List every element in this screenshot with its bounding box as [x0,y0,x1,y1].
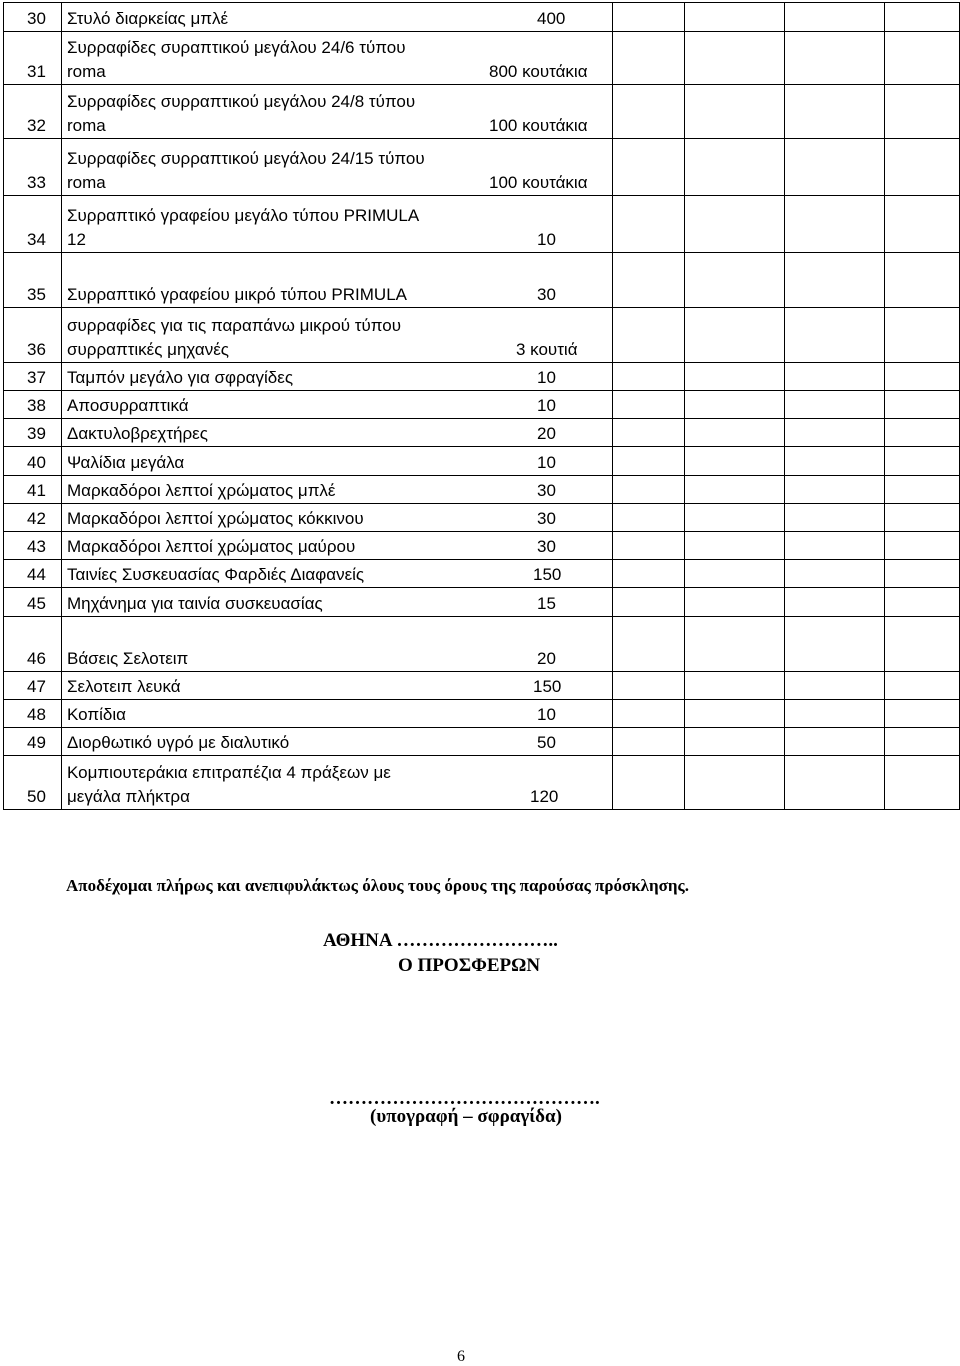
empty-cell [885,363,960,391]
item-quantity: 150 [533,565,562,584]
item-number: 44 [4,560,62,588]
empty-cell [613,447,685,476]
item-quantity: 10 [537,230,556,249]
empty-cell [785,476,885,504]
item-number: 45 [4,588,62,617]
item-description-line: Αποσυρραπτικά [67,396,189,415]
item-number: 42 [4,504,62,532]
item-description-cell [62,560,613,588]
empty-cell [613,756,685,810]
item-description-line: Συρραφίδες συραπτικού μεγάλου 24/6 τύπου [67,38,406,57]
item-quantity: 20 [537,424,556,443]
empty-cell [685,672,785,700]
table-row [4,32,960,85]
table-row [4,756,960,810]
item-number: 32 [4,85,62,139]
item-description-line: Ταινίες Συσκευασίας Φαρδιές Διαφανείς [67,565,365,584]
empty-cell [785,253,885,308]
empty-cell [685,391,785,419]
item-description-line: Συρραπτικό γραφείου μικρό τύπου PRIMULA [67,285,407,304]
empty-cell [885,560,960,588]
item-description-cell [62,139,613,196]
item-description-line: Διορθωτικό υγρό με διαλυτικό [67,733,290,752]
table-row [4,728,960,756]
item-quantity: 800 κουτάκια [489,62,588,81]
item-description-line: Ψαλίδια μεγάλα [67,453,185,472]
item-description-cell [62,363,613,391]
item-description-cell [62,85,613,139]
item-number: 37 [4,363,62,391]
item-description-line: Μαρκαδόροι λεπτοί χρώματος μπλέ [67,481,336,500]
bidder-label: Ο ΠΡΟΣΦΕΡΩΝ [398,955,541,976]
item-description-cell [62,728,613,756]
item-description-line: roma [67,116,106,135]
empty-cell [613,504,685,532]
empty-cell [785,308,885,363]
table-row [4,476,960,504]
empty-cell [885,532,960,560]
empty-cell [785,363,885,391]
item-quantity: 10 [537,705,556,724]
items-table [3,2,960,810]
empty-cell [685,700,785,728]
empty-cell [685,32,785,85]
table-row [4,447,960,476]
item-description-line: Μηχάνημα για ταινία συσκευασίας [67,594,323,613]
item-quantity: 15 [537,594,556,613]
empty-cell [613,85,685,139]
empty-cell [785,32,885,85]
item-number: 33 [4,139,62,196]
empty-cell [785,3,885,32]
empty-cell [613,560,685,588]
table-row [4,3,960,32]
empty-cell [613,617,685,672]
item-number: 34 [4,196,62,253]
empty-cell [685,85,785,139]
empty-cell [785,700,885,728]
table-row [4,617,960,672]
empty-cell [785,447,885,476]
item-quantity: 100 κουτάκια [489,173,588,192]
empty-cell [885,308,960,363]
empty-cell [885,419,960,447]
empty-cell [785,504,885,532]
empty-cell [785,617,885,672]
item-number: 36 [4,308,62,363]
empty-cell [785,756,885,810]
page-number: 6 [457,1348,465,1365]
item-number: 31 [4,32,62,85]
empty-cell [613,3,685,32]
empty-cell [885,504,960,532]
empty-cell [885,139,960,196]
empty-cell [613,391,685,419]
table-row [4,419,960,447]
empty-cell [685,253,785,308]
empty-cell [613,308,685,363]
empty-cell [685,3,785,32]
item-number: 49 [4,728,62,756]
item-quantity: 3 κουτιά [516,340,578,359]
item-quantity: 10 [537,396,556,415]
table-row [4,504,960,532]
empty-cell [685,363,785,391]
item-description-cell [62,588,613,617]
empty-cell [885,728,960,756]
item-description-line: roma [67,62,106,81]
table-row [4,672,960,700]
empty-cell [685,728,785,756]
empty-cell [885,672,960,700]
item-description-line: Δακτυλοβρεχτήρες [67,424,208,443]
item-description-line: Συρραφίδες συρραπτικού μεγάλου 24/8 τύπου [67,92,416,111]
empty-cell [785,139,885,196]
item-description-line: Ταμπόν μεγάλο για σφραγίδες [67,368,294,387]
item-description-cell [62,504,613,532]
item-number: 41 [4,476,62,504]
item-description-cell [62,672,613,700]
empty-cell [685,139,785,196]
item-quantity: 30 [537,537,556,556]
item-description-line: roma [67,173,106,192]
item-quantity: 120 [530,787,559,806]
empty-cell [785,728,885,756]
empty-cell [613,253,685,308]
item-description-cell [62,532,613,560]
empty-cell [613,672,685,700]
item-description-cell [62,308,613,363]
item-description-line: 12 [67,230,86,249]
empty-cell [785,419,885,447]
item-quantity: 10 [537,453,556,472]
signature-caption: (υπογραφή – σφραγίδα) [370,1106,562,1127]
empty-cell [785,560,885,588]
empty-cell [613,700,685,728]
item-description-cell [62,419,613,447]
item-description-line: Μαρκαδόροι λεπτοί χρώματος κόκκινου [67,509,364,528]
empty-cell [785,85,885,139]
table-row [4,391,960,419]
empty-cell [685,617,785,672]
table-row [4,308,960,363]
empty-cell [613,728,685,756]
empty-cell [613,32,685,85]
item-quantity: 150 [533,677,562,696]
empty-cell [613,363,685,391]
item-description-line: Στυλό διαρκείας μπλέ [67,9,229,28]
item-quantity: 100 κουτάκια [489,116,588,135]
signature-line: ……………………………………. [329,1088,600,1109]
table-row [4,588,960,617]
item-quantity: 10 [537,368,556,387]
place-line: ΑΘΗΝΑ …………………….. [323,930,558,951]
item-description-cell [62,253,613,308]
empty-cell [885,476,960,504]
item-description-line: Κοπίδια [67,705,126,724]
item-description-line: Συρραφίδες συρραπτικού μεγάλου 24/15 τύπου [67,149,425,168]
empty-cell [685,504,785,532]
empty-cell [885,196,960,253]
acceptance-statement: Αποδέχομαι πλήρως και ανεπιφυλάκτως όλους τους όρους της παρούσας πρόσκλησης. [66,876,689,895]
item-description-cell [62,196,613,253]
item-description-cell [62,476,613,504]
item-description-line: Μαρκαδόροι λεπτοί χρώματος μαύρου [67,537,356,556]
item-number: 47 [4,672,62,700]
item-quantity: 50 [537,733,556,752]
empty-cell [885,447,960,476]
empty-cell [685,532,785,560]
table-row [4,363,960,391]
empty-cell [685,447,785,476]
empty-cell [885,756,960,810]
item-quantity: 20 [537,649,556,668]
empty-cell [785,532,885,560]
item-number: 30 [4,3,62,32]
empty-cell [685,560,785,588]
empty-cell [613,196,685,253]
empty-cell [885,3,960,32]
empty-cell [613,588,685,617]
item-number: 48 [4,700,62,728]
item-description-line: μεγάλα πλήκτρα [67,787,190,806]
item-description-line: συρραφίδες για τις παραπάνω μικρού τύπου [67,316,402,335]
item-description-cell [62,617,613,672]
empty-cell [685,196,785,253]
empty-cell [785,588,885,617]
empty-cell [885,588,960,617]
empty-cell [785,391,885,419]
empty-cell [685,588,785,617]
item-quantity: 30 [537,285,556,304]
item-number: 40 [4,447,62,476]
empty-cell [613,476,685,504]
item-quantity: 30 [537,509,556,528]
table-row [4,139,960,196]
empty-cell [685,308,785,363]
item-description-cell [62,756,613,810]
item-description-cell [62,700,613,728]
item-quantity: 30 [537,481,556,500]
empty-cell [885,700,960,728]
table-row [4,85,960,139]
empty-cell [685,419,785,447]
empty-cell [613,419,685,447]
empty-cell [785,196,885,253]
empty-cell [613,139,685,196]
item-number: 39 [4,419,62,447]
empty-cell [685,476,785,504]
item-number: 46 [4,617,62,672]
item-description-line: Συρραπτικό γραφείου μεγάλο τύπου PRIMULA [67,206,420,225]
item-description-cell [62,32,613,85]
table-row [4,196,960,253]
item-number: 35 [4,253,62,308]
item-description-cell [62,391,613,419]
item-number: 50 [4,756,62,810]
empty-cell [885,32,960,85]
empty-cell [885,617,960,672]
table-row [4,253,960,308]
item-description-line: συρραπτικές μηχανές [67,340,229,359]
item-description-line: Κομπιουτεράκια επιτραπέζια 4 πράξεων με [67,763,391,782]
empty-cell [613,532,685,560]
empty-cell [685,756,785,810]
item-description-cell [62,447,613,476]
empty-cell [885,253,960,308]
table-row [4,560,960,588]
item-description-cell [62,3,613,32]
empty-cell [885,391,960,419]
item-number: 38 [4,391,62,419]
empty-cell [785,672,885,700]
item-description-line: Βάσεις Σελοτειπ [67,649,189,668]
item-number: 43 [4,532,62,560]
item-description-line: Σελοτειπ λευκά [67,677,181,696]
item-quantity: 400 [537,9,566,28]
empty-cell [885,85,960,139]
table-row [4,700,960,728]
table-row [4,532,960,560]
